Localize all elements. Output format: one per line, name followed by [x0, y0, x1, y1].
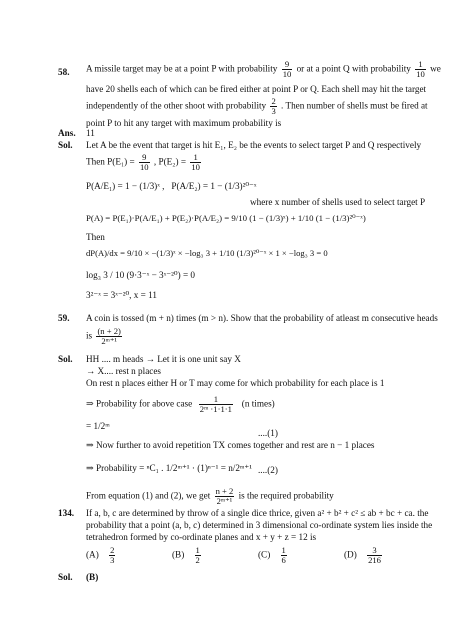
q58-line1b: or at a point Q with probability — [296, 63, 411, 74]
q59-line2: is $\frac{(n + 2)}{\text{2ᵐ⁺¹}}$ — [86, 326, 121, 347]
q58-pa-e1-e2 — [86, 181, 257, 192]
q59-sol-line4: ⇒ Probability for above case $\frac{1}{\text{2ᵐ ·1·1·1}}$ (n times) — [86, 394, 275, 415]
q58-frac-1-10: $\frac{1}{10}$ — [416, 59, 425, 80]
q59-sol-line7: ⇒ Probability = ⁿC₁ . 1/2ᵐ⁺¹ · (1)ⁿ⁻¹ = n/2ᵐ⁺¹ — [86, 463, 253, 473]
q58-pa-expression: P(A) = P(E₁)·P(A/E₁) + P(E₂)·P(A/E₂) = 9/10 (1 − (1/3)ˣ) + 1/10 (1 − (1/3)²⁰⁻ˣ) — [86, 213, 366, 223]
q58-where: where x number of shells used to select target P — [250, 197, 426, 207]
q59-sol-line8: From equation (1) and (2), we get $\frac{n + 2}{\text{2ᵐ⁺¹}}$ is the required probability — [86, 486, 334, 507]
q58-final: 3²⁻ˣ = 3ˣ⁻²⁰, x = 11 — [86, 290, 157, 300]
q58-number: 58. — [58, 67, 70, 77]
q134-line1: If a, b, c are determined by throw of a single dice thrice, given a² + b² + c² ≤ ab + bc + ca. the — [86, 508, 429, 518]
q58-frac-2-3: $\frac{2}{3}$ — [271, 96, 276, 117]
q58-derivative: dP(A)/dx = 9/10 × −(1/3)ˣ × −log₃ 3 + 1/10 (1/3)²⁰⁻ˣ × 1 × −log₃ 3 = 0 — [86, 248, 328, 258]
q59-tag-1: ....(1) — [258, 428, 278, 438]
q59-line1: A coin is tossed (m + n) times (m > n). Show that the probability of atleast m consecutive heads — [86, 313, 438, 323]
q58-line1 — [86, 60, 441, 79]
q134-option-b: (B) $\frac{1}{2}$ — [172, 545, 200, 566]
q58-line2: have 20 shells each of which can be fired either at point P or Q. Each shell may hit the target — [86, 84, 427, 94]
q58-sol-line1: Let A be the event that target is hit E₁, E₂ be the events to select target P and Q respectively — [86, 140, 422, 150]
q59-sol-label: Sol. — [58, 354, 73, 364]
q134-option-a: (A) $\frac{2}{3}$ — [86, 545, 115, 566]
q58-line3: independently of the other shoot with probability $\frac{2}{3}$ . Then number of shells must be fired at — [86, 96, 428, 117]
q59-sol-line1: HH .... m heads → Let it is one unit say X — [86, 354, 241, 364]
q58-ans-label: Ans. — [58, 128, 76, 138]
q134-number: 134. — [58, 508, 75, 518]
q58-pa-e2: P(A/E₂) = 1 − (1/3)²⁰⁻ˣ — [171, 181, 257, 191]
q59-sol-line6: ⇒ Now further to avoid repetition TX comes together and rest are n − 1 places — [86, 440, 375, 450]
q58-then: Then — [86, 232, 105, 242]
q134-sol-label: Sol. — [58, 572, 73, 582]
q134-option-c: (C) $\frac{1}{6}$ — [258, 545, 286, 566]
q58-log-equation: log₃ 3 / 10 (9·3⁻ˣ − 3ˣ⁻²⁰) = 0 — [86, 270, 196, 280]
q59-sol-line5: = 1/2ᵐ — [86, 421, 110, 431]
q58-sol-label: Sol. — [58, 140, 73, 150]
q134-line3: tetrahedron formed by co-ordinate planes and x + y + z = 12 is — [86, 532, 317, 542]
q58-line1c: we — [430, 63, 441, 74]
q59-sol-line2: → X.... rest n places — [86, 366, 162, 376]
q134-option-d: (D) $\frac{3}{216}$ — [344, 545, 381, 566]
q59-frac: $\frac{(n + 2)}{\text{2ᵐ⁺¹}}$ — [97, 326, 121, 347]
q58-frac-9-10: $\frac{9}{10}$ — [282, 59, 292, 80]
q59-number: 59. — [58, 313, 70, 323]
q58-ans-value: 11 — [86, 128, 95, 138]
q134-line2: probability that a point (a, b, c) determined in 3 dimensional co-ordinate system lies inside the — [86, 520, 433, 530]
q59-tag-2: ....(2) — [258, 465, 278, 475]
q58-pa-e1: P(A/E₁) = 1 − (1/3)ˣ , — [86, 181, 165, 191]
q58-line4: point P to hit any target with maximum probability is — [86, 118, 282, 128]
q58-line1a: A missile target may be at a point P with probability — [86, 63, 278, 74]
q59-sol-line3: On rest n places either H or T may come for which probability for each place is 1 — [86, 378, 385, 388]
q58-then-pe: Then P(E₁) = $\frac{9}{10}$ , P(E₂) = $\frac{1}{10}$ — [86, 152, 200, 173]
q134-sol-answer: (B) — [86, 572, 99, 582]
